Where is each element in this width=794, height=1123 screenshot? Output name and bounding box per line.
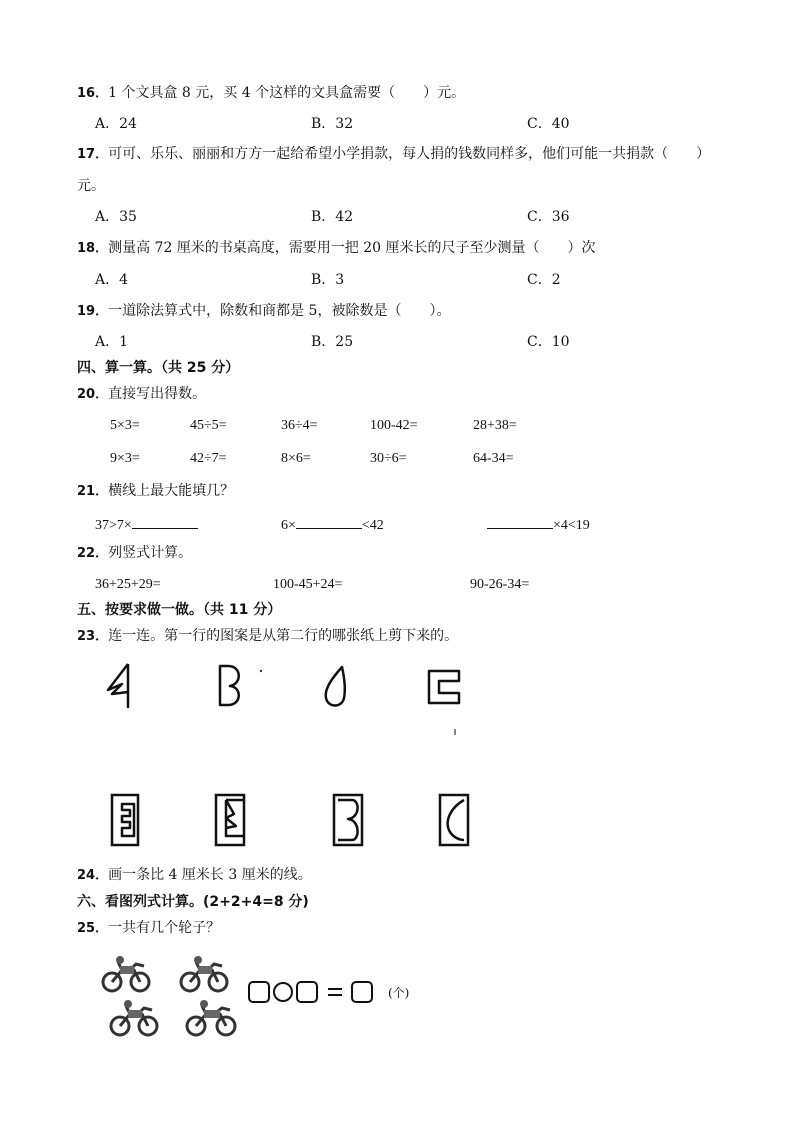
expression-suffix: ×4<19 <box>553 518 590 533</box>
answer-box[interactable] <box>297 982 317 1002</box>
section-5-title: 五、按要求做一做。（共 11 分） <box>77 602 282 618</box>
option-c[interactable]: C．2 <box>527 272 561 288</box>
paper-sheet-3[interactable] <box>330 792 366 848</box>
oral-calc-item: 100-42= <box>370 418 418 433</box>
vertical-calc-item: 90-26-34= <box>470 577 530 592</box>
oral-calc-item: 42÷7= <box>190 451 227 466</box>
motorcycle-image <box>184 996 240 1038</box>
option-c[interactable]: C．10 <box>527 334 570 350</box>
question-text: 列竖式计算。 <box>108 545 193 561</box>
speck-mark <box>258 668 264 674</box>
question-number: 24． <box>77 868 109 883</box>
fill-blank-a <box>95 514 198 535</box>
oral-calc-item: 36÷4= <box>281 418 318 433</box>
question-text: 直接写出得数。 <box>108 386 207 402</box>
answer-blank[interactable] <box>132 514 198 529</box>
option-b[interactable]: B．3 <box>311 272 345 288</box>
question-22 <box>77 544 192 563</box>
question-18 <box>77 239 596 258</box>
question-16 <box>77 84 465 103</box>
cutout-shape-4[interactable] <box>425 667 465 707</box>
expression-suffix: <42 <box>361 518 384 533</box>
option-a[interactable]: A．35 <box>95 209 137 225</box>
oral-calc-item: 30÷6= <box>370 451 407 466</box>
question-number: 22． <box>77 546 109 561</box>
cutout-shape-1[interactable] <box>100 660 140 710</box>
question-number: 18． <box>77 241 109 256</box>
oral-calc-item: 8×6= <box>281 451 311 466</box>
paper-sheet-4[interactable] <box>436 792 472 848</box>
oral-calc-item: 45÷5= <box>190 418 227 433</box>
paper-sheet-1[interactable] <box>108 792 142 848</box>
fill-blank-b <box>281 514 384 535</box>
question-20 <box>77 385 206 404</box>
option-c[interactable]: C．36 <box>527 209 570 225</box>
equation-boxes <box>246 978 378 1006</box>
option-a[interactable]: A．24 <box>95 116 137 132</box>
question-19 <box>77 302 450 321</box>
unit-label: (个) <box>388 986 410 1000</box>
expression-prefix: 37>7× <box>95 518 132 533</box>
option-b[interactable]: B．32 <box>311 116 354 132</box>
expression-prefix: 6× <box>281 518 296 533</box>
question-text: 画一条比 4 厘米长 3 厘米的线。 <box>108 867 312 883</box>
cutout-shape-3[interactable] <box>320 664 356 710</box>
question-text-continued: 元。 <box>77 178 105 194</box>
question-text: 测量高 72 厘米的书桌高度，需要用一把 20 厘米长的尺子至少测量（ ）次 <box>108 240 596 256</box>
speck-mark <box>452 728 458 736</box>
question-number: 19． <box>77 304 109 319</box>
section-6-title: 六、看图列式计算。(2+2+4=8 分) <box>77 894 309 910</box>
question-text: 一道除法算式中，除数和商都是 5，被除数是（ ）。 <box>108 303 451 319</box>
question-24 <box>77 866 312 885</box>
paper-sheet-2[interactable] <box>210 792 250 848</box>
operator-circle[interactable] <box>274 983 292 1001</box>
question-21 <box>77 482 234 501</box>
question-17 <box>77 145 710 164</box>
option-b[interactable]: B．42 <box>311 209 354 225</box>
motorcycle-image <box>178 952 230 994</box>
motorcycle-image <box>108 996 160 1038</box>
motorcycle-image <box>100 952 152 994</box>
option-c[interactable]: C．40 <box>527 116 570 132</box>
vertical-calc-item: 36+25+29= <box>95 577 161 592</box>
fill-blank-c <box>487 514 590 535</box>
question-number: 16． <box>77 86 109 101</box>
oral-calc-item: 5×3= <box>110 418 140 433</box>
option-a[interactable]: A．1 <box>95 334 129 350</box>
question-25 <box>77 919 220 938</box>
vertical-calc-item: 100-45+24= <box>273 577 343 592</box>
section-4-title: 四、算一算。（共 25 分） <box>77 360 240 376</box>
question-text: 可可、乐乐、丽丽和方方一起给希望小学捐款，每人捐的钱数同样多，他们可能一共捐款（ ） <box>108 146 711 162</box>
option-b[interactable]: B．25 <box>311 334 354 350</box>
question-23 <box>77 627 458 646</box>
question-text: 1 个文具盒 8 元，买 4 个这样的文具盒需要（ ）元。 <box>108 85 466 101</box>
answer-box[interactable] <box>352 982 372 1002</box>
oral-calc-item: 28+38= <box>473 418 517 433</box>
option-a[interactable]: A．4 <box>95 272 129 288</box>
question-number: 23． <box>77 629 109 644</box>
oral-calc-item: 64-34= <box>473 451 514 466</box>
answer-blank[interactable] <box>296 514 362 529</box>
cutout-shape-2[interactable] <box>212 663 248 709</box>
question-number: 25． <box>77 921 109 936</box>
question-text: 连一连。第一行的图案是从第二行的哪张纸上剪下来的。 <box>108 628 459 644</box>
question-number: 20． <box>77 387 109 402</box>
question-number: 21． <box>77 484 109 499</box>
oral-calc-item: 9×3= <box>110 451 140 466</box>
answer-box[interactable] <box>249 982 269 1002</box>
answer-blank[interactable] <box>487 514 553 529</box>
question-text: 横线上最大能填几？ <box>108 483 235 499</box>
question-text: 一共有几个轮子？ <box>108 920 221 936</box>
question-number: 17． <box>77 147 109 162</box>
